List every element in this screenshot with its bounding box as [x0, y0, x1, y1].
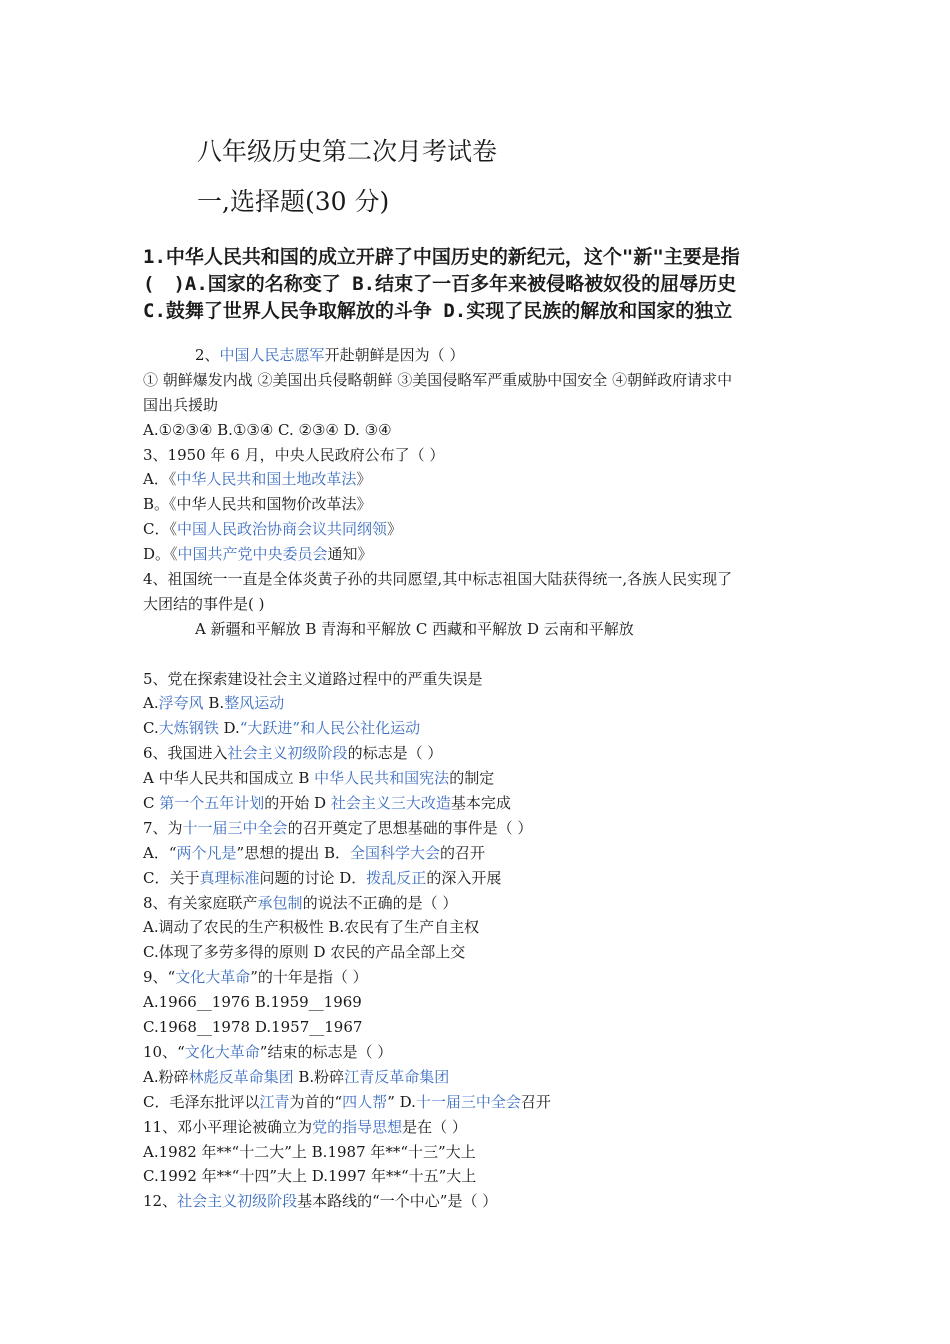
spacer	[143, 642, 823, 667]
text: 的深入开展	[426, 868, 502, 887]
link-term[interactable]: 社会主义初级阶段	[177, 1192, 298, 1211]
text: 是在（ ）	[402, 1117, 467, 1136]
question-6-choices-ab	[143, 766, 823, 791]
link-term[interactable]: 文化大革命	[184, 1042, 260, 1061]
text: 8、有关家庭联产	[143, 893, 258, 912]
text: 的标志是（ ）	[347, 744, 443, 763]
text: 为首的“	[289, 1092, 343, 1111]
question-9-choices-ab: A.1966__1976 B.1959__1969	[143, 993, 362, 1012]
link-term[interactable]: 两个凡是	[176, 843, 237, 862]
link-term[interactable]: 中国共产党中央委员会	[177, 545, 328, 564]
question-2-options: ① 朝鲜爆发内战 ②美国出兵侵略朝鲜 ③美国侵略军严重威胁中国安全 ④朝鲜政府请求中	[143, 370, 733, 389]
page-title: 八年级历史第二次月考试卷	[197, 137, 498, 166]
question-9-choices-cd: C.1968__1978 D.1957__1967	[143, 1018, 363, 1037]
question-list	[143, 343, 823, 1214]
question-1-line-2: ( )A.国家的名称变了 B.结束了一百多年来被侵略被奴役的屈辱历史	[143, 273, 737, 295]
link-term[interactable]: 中华人民共和国土地改革法	[176, 470, 357, 489]
link-term[interactable]: 江青反革命集团	[344, 1067, 450, 1086]
text: A.	[143, 694, 159, 713]
text: 问题的讨论 D．	[259, 868, 367, 887]
text: D.	[218, 719, 240, 738]
text: 开赴朝鲜是因为（ ）	[324, 346, 465, 364]
question-6-choices-cd	[143, 791, 823, 816]
link-term[interactable]: 党的指导思想	[312, 1117, 403, 1136]
question-10-choices-ab	[143, 1065, 823, 1090]
question-7-choices-cd	[143, 866, 823, 891]
text: A．《	[143, 470, 177, 489]
question-5-choices-cd	[143, 716, 823, 741]
link-term[interactable]: 全国科学大会	[350, 843, 441, 862]
text: ”思想的提出 B．	[236, 843, 350, 862]
question-4-stem-cont: 大团结的事件是( )	[143, 594, 265, 613]
question-2-options-cont: 国出兵援助	[143, 395, 219, 414]
link-term[interactable]: 整风运动	[224, 694, 285, 713]
text: 基本路线的“一个中心”是（ ）	[297, 1192, 498, 1211]
link-term[interactable]: 四人帮	[342, 1092, 388, 1111]
question-1-line-3: C.鼓舞了世界人民争取解放的斗争 D.实现了民族的解放和国家的独立	[143, 300, 733, 322]
question-2-stem	[143, 343, 823, 368]
text: 12、	[143, 1192, 178, 1211]
question-1-line-1: 1.中华人民共和国的成立开辟了中国历史的新纪元，这个"新"主要是指	[143, 246, 740, 268]
question-9-stem	[143, 965, 823, 990]
link-term[interactable]: 中国人民志愿军	[219, 346, 325, 364]
link-term[interactable]: 文化大革命	[175, 968, 251, 987]
link-term[interactable]: 承包制	[257, 893, 303, 912]
question-4-stem: 4、祖国统一一直是全体炎黄子孙的共同愿望,其中标志祖国大陆获得统一,各族人民实现了	[143, 570, 733, 589]
question-11-choices-cd: C.1992 年**“十四”大上 D.1997 年**“十五”大上	[143, 1167, 477, 1186]
question-12-stem	[143, 1189, 823, 1214]
text: A.粉碎	[143, 1067, 189, 1086]
text: 》	[387, 520, 403, 539]
question-10-stem	[143, 1040, 823, 1065]
text: ”的十年是指（ ）	[250, 968, 368, 987]
question-3-option-a	[143, 467, 823, 492]
text: 通知》	[327, 545, 373, 564]
question-3-stem: 3、1950 年 6 月，中央人民政府公布了（ ）	[143, 445, 445, 464]
link-term[interactable]: 浮夸风	[158, 694, 204, 713]
text: ”结束的标志是（ ）	[259, 1042, 393, 1061]
text: C．关于	[143, 868, 200, 887]
text: B.粉碎	[293, 1067, 345, 1086]
text: 》	[356, 470, 372, 489]
question-11-stem	[143, 1115, 823, 1140]
text: 10、“	[143, 1042, 185, 1061]
link-term[interactable]: 十一届三中全会	[415, 1092, 521, 1111]
link-term[interactable]: 大炼钢铁	[158, 719, 219, 738]
question-3-option-c	[143, 517, 823, 542]
link-term[interactable]: 第一个五年计划	[159, 794, 265, 813]
link-term[interactable]: 社会主义初级阶段	[227, 744, 348, 763]
text: 的制定	[449, 769, 495, 788]
question-4-choices: A 新疆和平解放 B 青海和平解放 C 西藏和平解放 D 云南和平解放	[195, 619, 634, 638]
text: 11、邓小平理论被确立为	[143, 1117, 313, 1136]
text: 的召开奠定了思想基础的事件是（ ）	[287, 818, 533, 837]
question-8-choices-cd: C.体现了多劳多得的原则 D 农民的产品全部上交	[143, 943, 466, 962]
link-term[interactable]: 林彪反革命集团	[188, 1067, 294, 1086]
text: 召开	[520, 1092, 551, 1111]
link-term[interactable]: 中国人民政治协商会议共同纲领	[176, 520, 387, 539]
question-6-stem	[143, 741, 823, 766]
link-term[interactable]: 十一届三中全会	[182, 818, 288, 837]
question-11-choices-ab: A.1982 年**“十二大”上 B.1987 年**“十三”大上	[143, 1142, 476, 1161]
text: 的召开	[440, 843, 486, 862]
text: 7、为	[143, 818, 183, 837]
q-number: 2、	[195, 346, 220, 364]
question-1	[143, 244, 823, 325]
link-term[interactable]: “大跃进”和人民公社化运动	[239, 719, 421, 738]
link-term[interactable]: 社会主义三大改造	[330, 794, 451, 813]
question-3-option-b: B。《中华人民共和国物价改革法》	[143, 495, 372, 514]
link-term[interactable]: 中华人民共和国宪法	[314, 769, 450, 788]
text: A．“	[143, 843, 177, 862]
text: A 中华人民共和国成立 B	[143, 769, 315, 788]
text: ” D.	[387, 1092, 416, 1111]
question-8-choices-ab: A.调动了农民的生产积极性 B.农民有了生产自主权	[143, 918, 480, 937]
text: C	[143, 794, 160, 813]
text: 的说法不正确的是（ ）	[302, 893, 458, 912]
text: D。《	[143, 545, 178, 564]
section-heading: 一,选择题(30 分)	[197, 187, 390, 216]
text: C.	[143, 719, 159, 738]
question-10-choices-cd	[143, 1090, 823, 1115]
question-5-choices-ab	[143, 691, 823, 716]
link-term[interactable]: 真理标准	[199, 868, 260, 887]
text: 基本完成	[450, 794, 511, 813]
text: B.	[203, 694, 225, 713]
text: 9、“	[143, 968, 176, 987]
question-7-stem	[143, 816, 823, 841]
text: C．《	[143, 520, 177, 539]
text: 的开始 D	[264, 794, 331, 813]
question-5-stem: 5、党在探索建设社会主义道路过程中的严重失误是	[143, 669, 483, 688]
link-term[interactable]: 拨乱反正	[366, 868, 427, 887]
question-3-option-d	[143, 542, 823, 567]
question-7-choices-ab	[143, 841, 823, 866]
link-term[interactable]: 江青	[259, 1092, 290, 1111]
text: 6、我国进入	[143, 744, 228, 763]
question-2-choices: A.①②③④ B.①③④ C. ②③④ D. ③④	[143, 420, 392, 439]
text: C．毛泽东批评以	[143, 1092, 260, 1111]
question-8-stem	[143, 891, 823, 916]
